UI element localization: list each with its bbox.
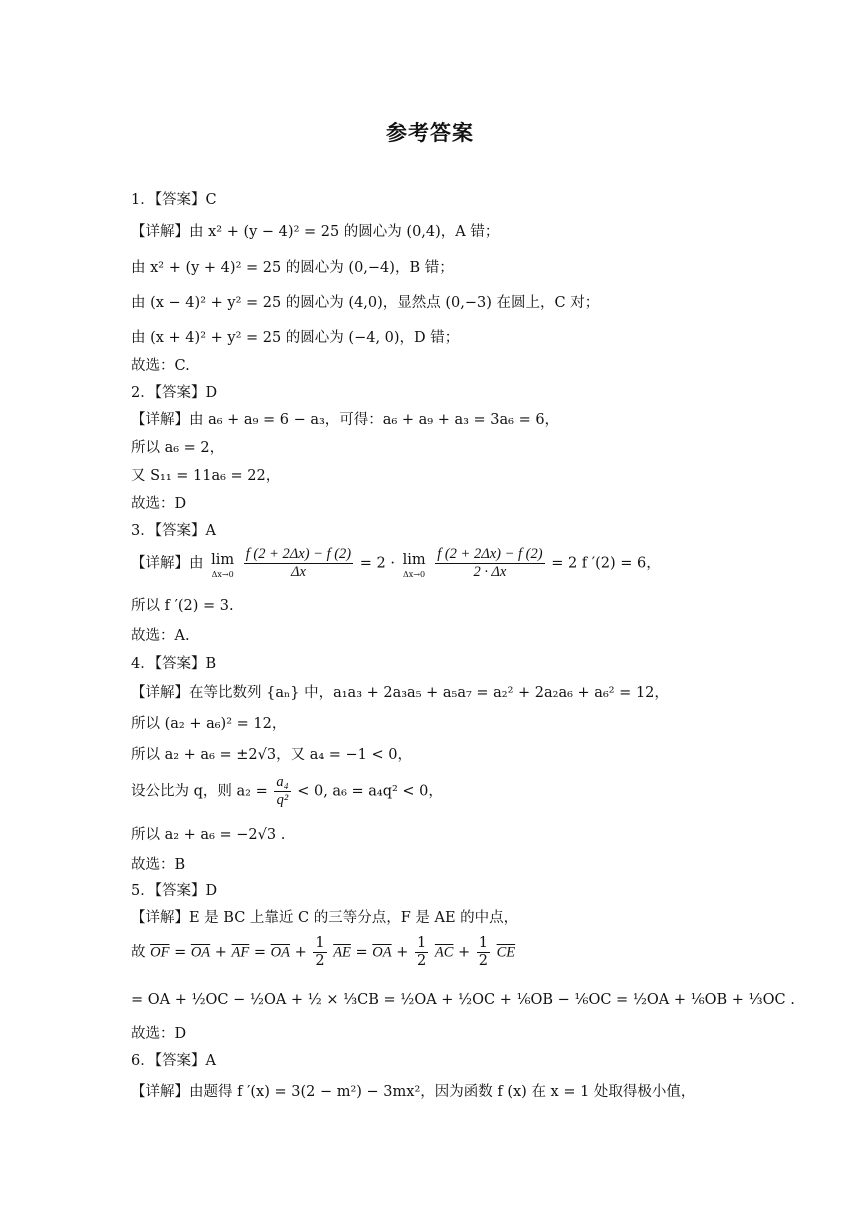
answer-3-conclusion: 故选：A. xyxy=(131,628,190,644)
limit-operator xyxy=(211,549,234,579)
fraction-denominator: 2 xyxy=(478,953,488,969)
equals: = xyxy=(174,944,187,961)
fraction-denominator: 2 xyxy=(417,953,427,969)
fraction-2 xyxy=(435,546,544,581)
answer-3-heading: 3．【答案】A xyxy=(131,523,216,539)
text-segment: 【详解】由 xyxy=(131,555,204,572)
fraction-denominator: Δx xyxy=(290,564,306,580)
limit-operator xyxy=(403,549,426,579)
answer-5-detail-c: = OA + ½OC − ½OA + ½ × ⅓CB = ½OA + ½OC + ⅙OB − ⅙OC = ½OA + ⅙OB + ⅓OC . xyxy=(131,992,795,1008)
answer-4-detail-a: 【详解】在等比数列 {aₙ} 中，a₁a₃ + 2a₃a₅ + a₅a₇ = a₂² + 2a₂a₆ + a₆² = 12， xyxy=(131,685,669,701)
equals: = xyxy=(253,944,267,961)
lim-subscript: Δx→0 xyxy=(211,569,234,579)
vector: $\overline{AC}$ xyxy=(434,944,454,961)
text-segment: < 0, a₆ = a₄q² < 0， xyxy=(297,783,443,800)
vector: $\overline{OA}$ xyxy=(190,944,211,961)
answer-6-detail-a: 【详解】由题得 f ′(x) = 3(2 − m²) − 3mx²，因为函数 f (x) 在 x = 1 处取得极小值， xyxy=(131,1084,696,1100)
answer-1-conclusion: 故选：C. xyxy=(131,358,190,374)
plus: + xyxy=(294,944,307,961)
fraction-denominator: 2 · Δx xyxy=(473,564,507,580)
answer-6-heading: 6．【答案】A xyxy=(131,1053,216,1069)
vector: $\overline{OF}$ xyxy=(150,944,170,961)
lim-label: lim xyxy=(402,551,426,568)
fraction-denominator: q² xyxy=(276,792,289,808)
plus: + xyxy=(396,944,409,961)
answer-4-conclusion: 故选：B xyxy=(131,857,186,873)
text-segment: = 2 · xyxy=(359,555,395,572)
answer-2-detail-c: 又 S₁₁ = 11a₆ = 22， xyxy=(131,468,281,484)
plus: + xyxy=(214,944,227,961)
answer-5-detail-b xyxy=(131,935,515,970)
answer-1-detail-b: 由 x² + (y + 4)² = 25 的圆心为 (0,−4)，B 错； xyxy=(131,260,454,276)
answer-2-detail-a: 【详解】由 a₆ + a₉ = 6 − a₃，可得：a₆ + a₉ + a₃ = 3a₆ = 6， xyxy=(131,412,560,428)
answer-5-conclusion: 故选：D xyxy=(131,1026,187,1042)
answer-4-detail-e: 所以 a₂ + a₆ = −2√3 . xyxy=(131,827,286,843)
text-segment: 故 xyxy=(131,944,146,961)
fraction-numerator: 1 xyxy=(315,935,325,951)
vector: $\overline{AF}$ xyxy=(231,944,250,961)
answer-2-detail-b: 所以 a₆ = 2， xyxy=(131,440,225,456)
lim-label: lim xyxy=(211,551,235,568)
answer-1-detail-d: 由 (x + 4)² + y² = 25 的圆心为 (−4, 0)，D 错； xyxy=(131,330,460,346)
answer-5-detail-a: 【详解】E 是 BC 上靠近 C 的三等分点，F 是 AE 的中点， xyxy=(131,910,519,926)
fraction-numerator: a₄ xyxy=(276,774,289,790)
answer-2-heading: 2．【答案】D xyxy=(131,385,218,401)
answer-5-heading: 5．【答案】D xyxy=(131,883,218,899)
fraction-a4-over-q2 xyxy=(274,774,290,809)
text-segment: = 2 f ′(2) = 6， xyxy=(551,555,661,572)
vector: $\overline{CE}$ xyxy=(496,944,516,961)
answer-4-detail-d xyxy=(131,774,443,809)
lim-subscript: Δx→0 xyxy=(403,569,426,579)
plus: + xyxy=(458,944,471,961)
answer-1-detail-c: 由 (x − 4)² + y² = 25 的圆心为 (4,0)，显然点 (0,−3) 在圆上，C 对； xyxy=(131,295,600,311)
vector: $\overline{AE}$ xyxy=(333,944,351,961)
vector: $\overline{OA}$ xyxy=(270,944,290,961)
fraction-half xyxy=(477,935,490,970)
answer-4-detail-c: 所以 a₂ + a₆ = ±2√3，又 a₄ = −1 < 0， xyxy=(131,747,413,763)
fraction-numerator: 1 xyxy=(417,935,427,951)
fraction-half xyxy=(415,935,428,970)
fraction-numerator: f (2 + 2Δx) − f (2) xyxy=(245,546,352,562)
fraction-denominator: 2 xyxy=(315,953,325,969)
answer-1-detail-a: 【详解】由 x² + (y − 4)² = 25 的圆心为 (0,4)，A 错； xyxy=(131,224,500,240)
answer-3-detail-a xyxy=(131,546,661,581)
page-title: 参考答案 xyxy=(386,121,474,145)
answer-4-detail-b: 所以 (a₂ + a₆)² = 12， xyxy=(131,716,287,732)
fraction-numerator: 1 xyxy=(478,935,488,951)
text-segment: 设公比为 q，则 a₂ = xyxy=(131,783,268,800)
answer-4-heading: 4．【答案】B xyxy=(131,656,217,672)
vector: $\overline{OA}$ xyxy=(372,944,392,961)
answer-1-heading: 1．【答案】C xyxy=(131,192,217,208)
answer-2-conclusion: 故选：D xyxy=(131,496,187,512)
fraction-half xyxy=(313,935,326,970)
fraction-1 xyxy=(244,546,353,581)
equals: = xyxy=(355,944,368,961)
fraction-numerator: f (2 + 2Δx) − f (2) xyxy=(437,546,543,562)
answer-3-detail-b: 所以 f ′(2) = 3. xyxy=(131,598,234,614)
